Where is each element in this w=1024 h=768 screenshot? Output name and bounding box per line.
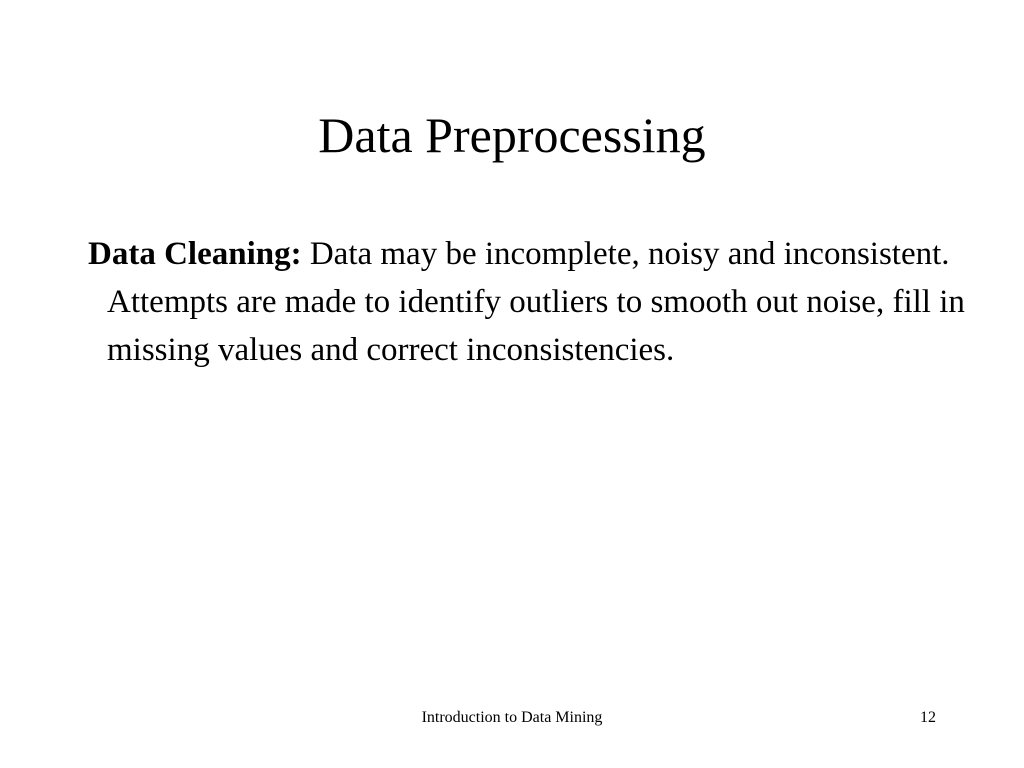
body-text: Data may be incomplete, noisy and inconsistent. Attempts are made to identify outliers to smooth out noise, fill in missing values and correct inconsistencies. bbox=[107, 236, 965, 368]
page-number: 12 bbox=[920, 709, 936, 726]
body-paragraph bbox=[88, 230, 967, 374]
slide-title: Data Preprocessing bbox=[318, 107, 706, 163]
term-label: Data Cleaning: bbox=[88, 236, 302, 272]
footer-title: Introduction to Data Mining bbox=[421, 709, 603, 726]
